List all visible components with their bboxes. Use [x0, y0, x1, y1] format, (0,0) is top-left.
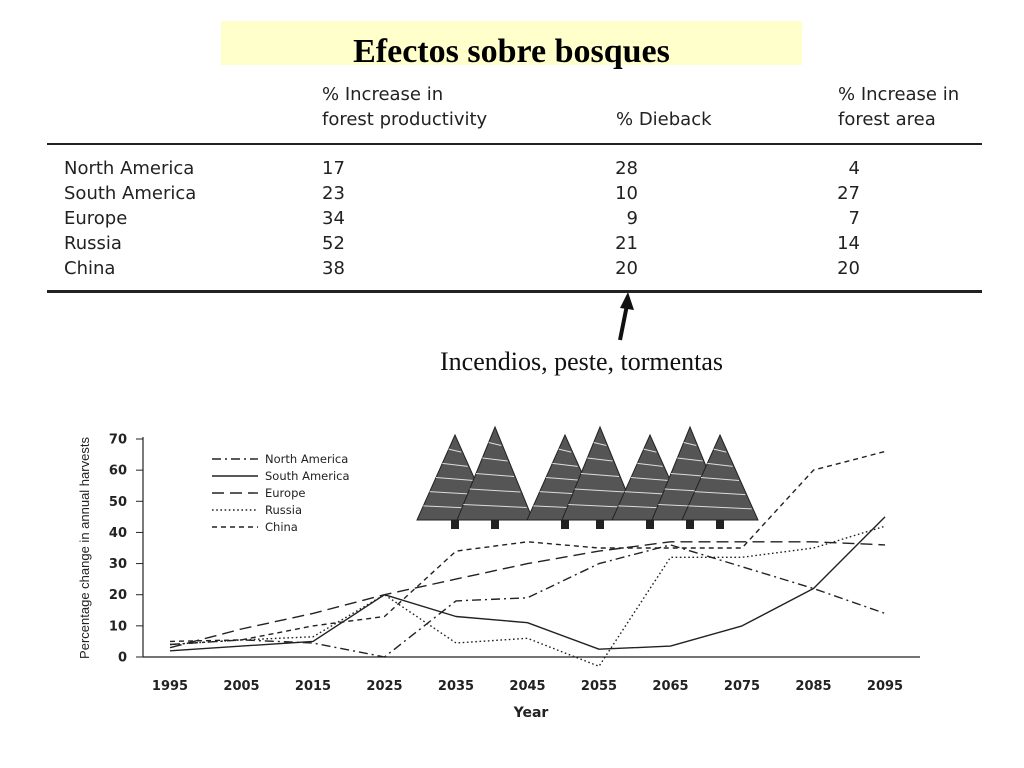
header-dieback — [616, 107, 712, 132]
y-tick-label: 10 — [108, 619, 127, 635]
row-productivity: 38 — [322, 258, 345, 279]
header-productivity-line2: forest productivity — [322, 109, 488, 130]
x-tick-label: 2015 — [294, 679, 332, 694]
y-tick-label: 40 — [108, 525, 127, 541]
row-region: South America — [64, 183, 197, 204]
row-area: 7 — [848, 208, 860, 229]
y-tick-label: 0 — [117, 650, 127, 666]
row-dieback: 10 — [615, 183, 638, 204]
y-tick-label: 20 — [108, 588, 127, 604]
x-tick-label: 1995 — [151, 679, 189, 694]
x-tick-label: 2005 — [223, 679, 260, 694]
y-tick-label: 50 — [108, 494, 127, 510]
y-axis-label: Percentage change in annual harvests — [77, 437, 92, 659]
row-dieback: 9 — [626, 208, 638, 229]
header-area-line1: % Increase in — [838, 84, 960, 105]
row-area: 27 — [837, 183, 860, 204]
x-tick-label: 2045 — [509, 679, 546, 694]
legend-label: North America — [265, 452, 349, 466]
trees-illustration — [417, 427, 758, 529]
legend-label: South America — [265, 469, 350, 483]
series-line-north-america — [170, 545, 885, 657]
row-region: Russia — [64, 233, 122, 254]
x-tick-label: 2025 — [366, 679, 403, 694]
legend-label: China — [265, 520, 298, 534]
series-line-europe — [170, 542, 885, 648]
row-region: North America — [64, 158, 195, 179]
legend-label: Russia — [265, 503, 302, 517]
x-tick-label: 2075 — [723, 679, 761, 694]
legend-label: Europe — [265, 486, 306, 500]
series-line-russia — [170, 526, 885, 666]
header-productivity — [322, 82, 487, 132]
harvest-line-chart — [0, 400, 1024, 768]
row-region: China — [64, 258, 116, 279]
row-productivity: 34 — [322, 208, 345, 229]
header-productivity-line1: % Increase in — [322, 84, 444, 105]
table-bottom-rule — [47, 290, 982, 293]
x-axis-label: Year — [513, 705, 549, 721]
row-dieback: 20 — [615, 258, 638, 279]
chart-legend — [212, 452, 350, 534]
x-tick-label: 2055 — [580, 679, 618, 694]
row-dieback: 28 — [615, 158, 638, 179]
series-line-south-america — [170, 517, 885, 651]
annotation-text: Incendios, peste, tormentas — [440, 347, 724, 376]
page-title: Efectos sobre bosques — [353, 33, 670, 70]
row-productivity: 23 — [322, 183, 345, 204]
x-tick-label: 2065 — [652, 679, 689, 694]
y-tick-label: 60 — [108, 463, 127, 479]
forest-effects-table — [0, 0, 1024, 300]
y-tick-label: 70 — [108, 432, 127, 448]
header-area-line2: forest area — [838, 109, 936, 130]
x-tick-label: 2035 — [437, 679, 475, 694]
row-productivity: 52 — [322, 233, 345, 254]
header-area — [838, 82, 959, 132]
chart-series — [170, 452, 885, 667]
row-area: 20 — [837, 258, 860, 279]
x-tick-label: 2085 — [795, 679, 832, 694]
header-dieback-line1: % Dieback — [616, 109, 712, 130]
row-area: 14 — [837, 233, 860, 254]
row-area: 4 — [848, 158, 860, 179]
x-tick-label: 2095 — [866, 679, 904, 694]
row-region: Europe — [64, 208, 128, 229]
row-productivity: 17 — [322, 158, 345, 179]
table-top-rule — [47, 143, 982, 145]
y-tick-label: 30 — [108, 557, 127, 573]
row-dieback: 21 — [615, 233, 638, 254]
